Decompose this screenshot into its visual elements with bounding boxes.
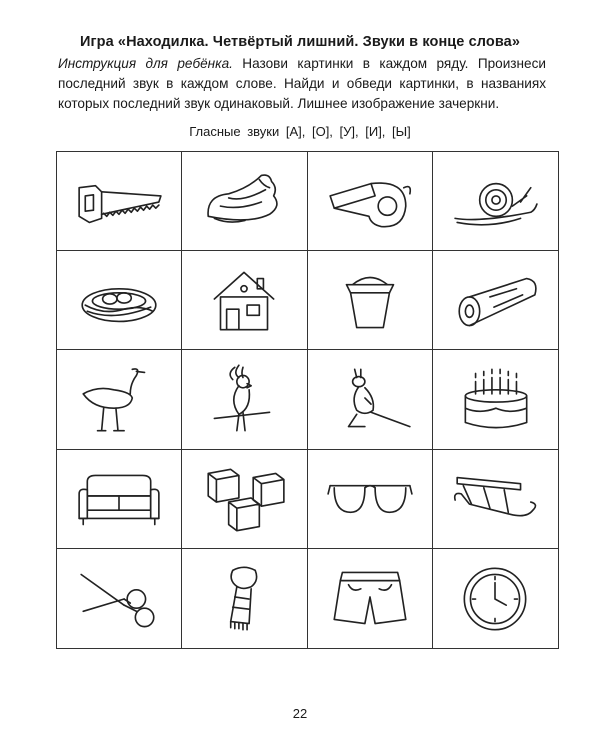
cell-sled[interactable] bbox=[433, 450, 558, 549]
glasses-icon bbox=[324, 460, 416, 538]
cell-sofa[interactable] bbox=[57, 450, 182, 549]
instruction-label: Инструкция для ребёнка. bbox=[58, 56, 233, 71]
vowels-line: Гласные звуки [А], [О], [У], [И], [Ы] bbox=[189, 124, 411, 139]
shorts-icon bbox=[324, 559, 416, 637]
instruction-text: Назови картинки в каждом ряду. Произнеси последний звук в каждом слове. Найди и обведи картинки, в названиях которых последний звук одинаковый. Лишнее изображение зачеркни. bbox=[58, 56, 546, 111]
snail-icon bbox=[449, 162, 541, 240]
cubes-icon bbox=[198, 460, 290, 538]
sled-icon bbox=[449, 460, 541, 538]
cell-shorts[interactable] bbox=[308, 549, 433, 648]
scissors-icon bbox=[73, 559, 165, 637]
sofa-icon bbox=[73, 460, 165, 538]
cake-icon bbox=[449, 360, 541, 438]
scarf-icon bbox=[198, 559, 290, 637]
ostrich-icon bbox=[73, 360, 165, 438]
cell-cubes[interactable] bbox=[182, 450, 307, 549]
page-title: Игра «Находилка. Четвёртый лишний. Звуки в конце слова» bbox=[80, 34, 520, 50]
cell-clock[interactable] bbox=[433, 549, 558, 648]
picture-grid bbox=[56, 151, 559, 649]
kangaroo-icon bbox=[324, 360, 416, 438]
instruction bbox=[58, 54, 546, 114]
cell-saw[interactable] bbox=[57, 152, 182, 251]
saw-icon bbox=[73, 162, 165, 240]
log-icon bbox=[449, 261, 541, 339]
cell-cockatoo[interactable] bbox=[182, 350, 307, 449]
cell-snail[interactable] bbox=[433, 152, 558, 251]
cell-house[interactable] bbox=[182, 251, 307, 350]
page-number: 22 bbox=[292, 706, 308, 721]
cockatoo-icon bbox=[198, 360, 290, 438]
cell-scarf[interactable] bbox=[182, 549, 307, 648]
cell-cake[interactable] bbox=[433, 350, 558, 449]
cell-bucket[interactable] bbox=[308, 251, 433, 350]
house-icon bbox=[198, 261, 290, 339]
cell-kangaroo[interactable] bbox=[308, 350, 433, 449]
cell-scissors[interactable] bbox=[57, 549, 182, 648]
clock-icon bbox=[449, 559, 541, 637]
cell-seashell[interactable] bbox=[182, 152, 307, 251]
cell-ostrich[interactable] bbox=[57, 350, 182, 449]
nest-icon bbox=[73, 261, 165, 339]
cell-nest[interactable] bbox=[57, 251, 182, 350]
seashell-icon bbox=[198, 162, 290, 240]
cell-glasses[interactable] bbox=[308, 450, 433, 549]
cell-whistle[interactable] bbox=[308, 152, 433, 251]
whistle-icon bbox=[324, 162, 416, 240]
cell-log[interactable] bbox=[433, 251, 558, 350]
bucket-icon bbox=[324, 261, 416, 339]
